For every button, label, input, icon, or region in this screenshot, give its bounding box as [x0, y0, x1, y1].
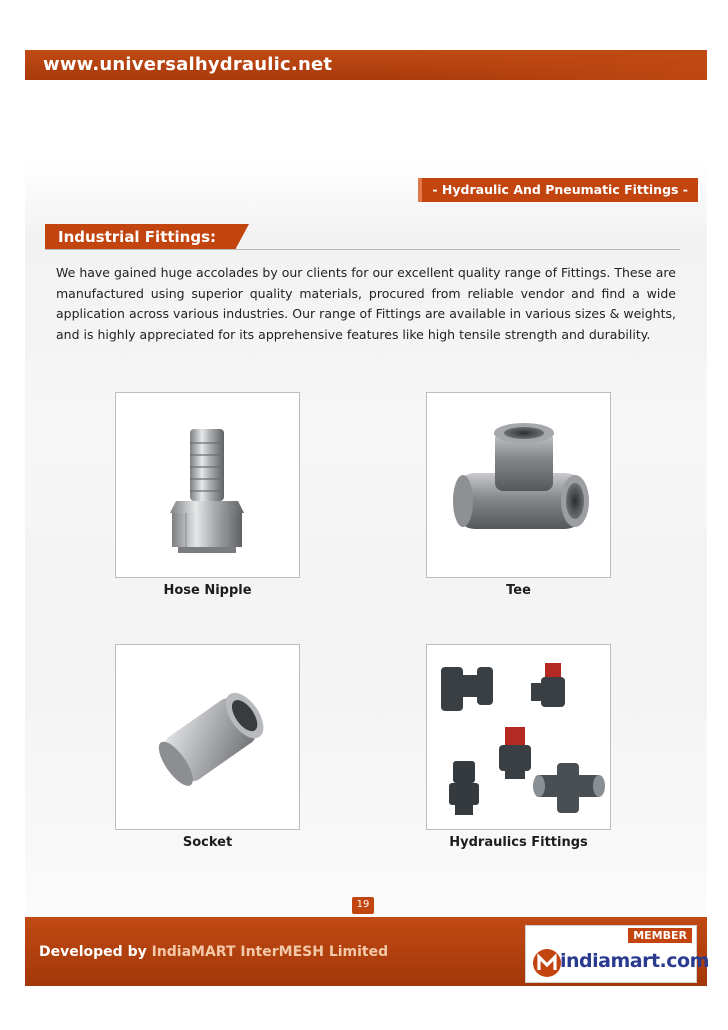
caption-tee: Tee	[506, 583, 531, 598]
tee-fitting-image	[426, 392, 611, 578]
developed-by-label: Developed by	[39, 944, 147, 960]
heading-block	[45, 224, 680, 252]
caption-hose-nipple: Hose Nipple	[163, 583, 252, 598]
header-bar	[25, 50, 707, 80]
footer-credit	[39, 944, 388, 960]
logo-wordmark: indiamart.com	[560, 950, 709, 972]
header-fade	[385, 50, 707, 80]
member-badge: MEMBER	[628, 928, 692, 943]
indiamart-m-icon	[532, 948, 562, 978]
indiamart-logo[interactable]	[525, 925, 709, 983]
page-number: 19	[352, 897, 374, 914]
company-link[interactable]: IndiaMART InterMESH Limited	[151, 944, 389, 960]
hydraulic-fittings-image	[426, 644, 611, 830]
caption-hydraulics-fittings: Hydraulics Fittings	[449, 835, 588, 850]
heading-divider	[45, 249, 680, 250]
site-url[interactable]: www.universalhydraulic.net	[43, 54, 333, 75]
socket-fitting-image	[115, 644, 300, 830]
description-paragraph: We have gained huge accolades by our clients for our excellent quality range of Fittings. These are manufactured using superior quality materials, procured from reliable vendor and find a wide application across various industries. Our range of Fittings are available in various sizes & weights, and is highly appreciated for its apprehensive features like high tensile strength and durability.	[56, 265, 676, 342]
heading-arrow	[235, 224, 249, 250]
hose-nipple-image	[115, 392, 300, 578]
section-tag: - Hydraulic And Pneumatic Fittings -	[418, 178, 698, 202]
page-heading: Industrial Fittings:	[45, 224, 235, 250]
caption-socket: Socket	[182, 835, 233, 850]
